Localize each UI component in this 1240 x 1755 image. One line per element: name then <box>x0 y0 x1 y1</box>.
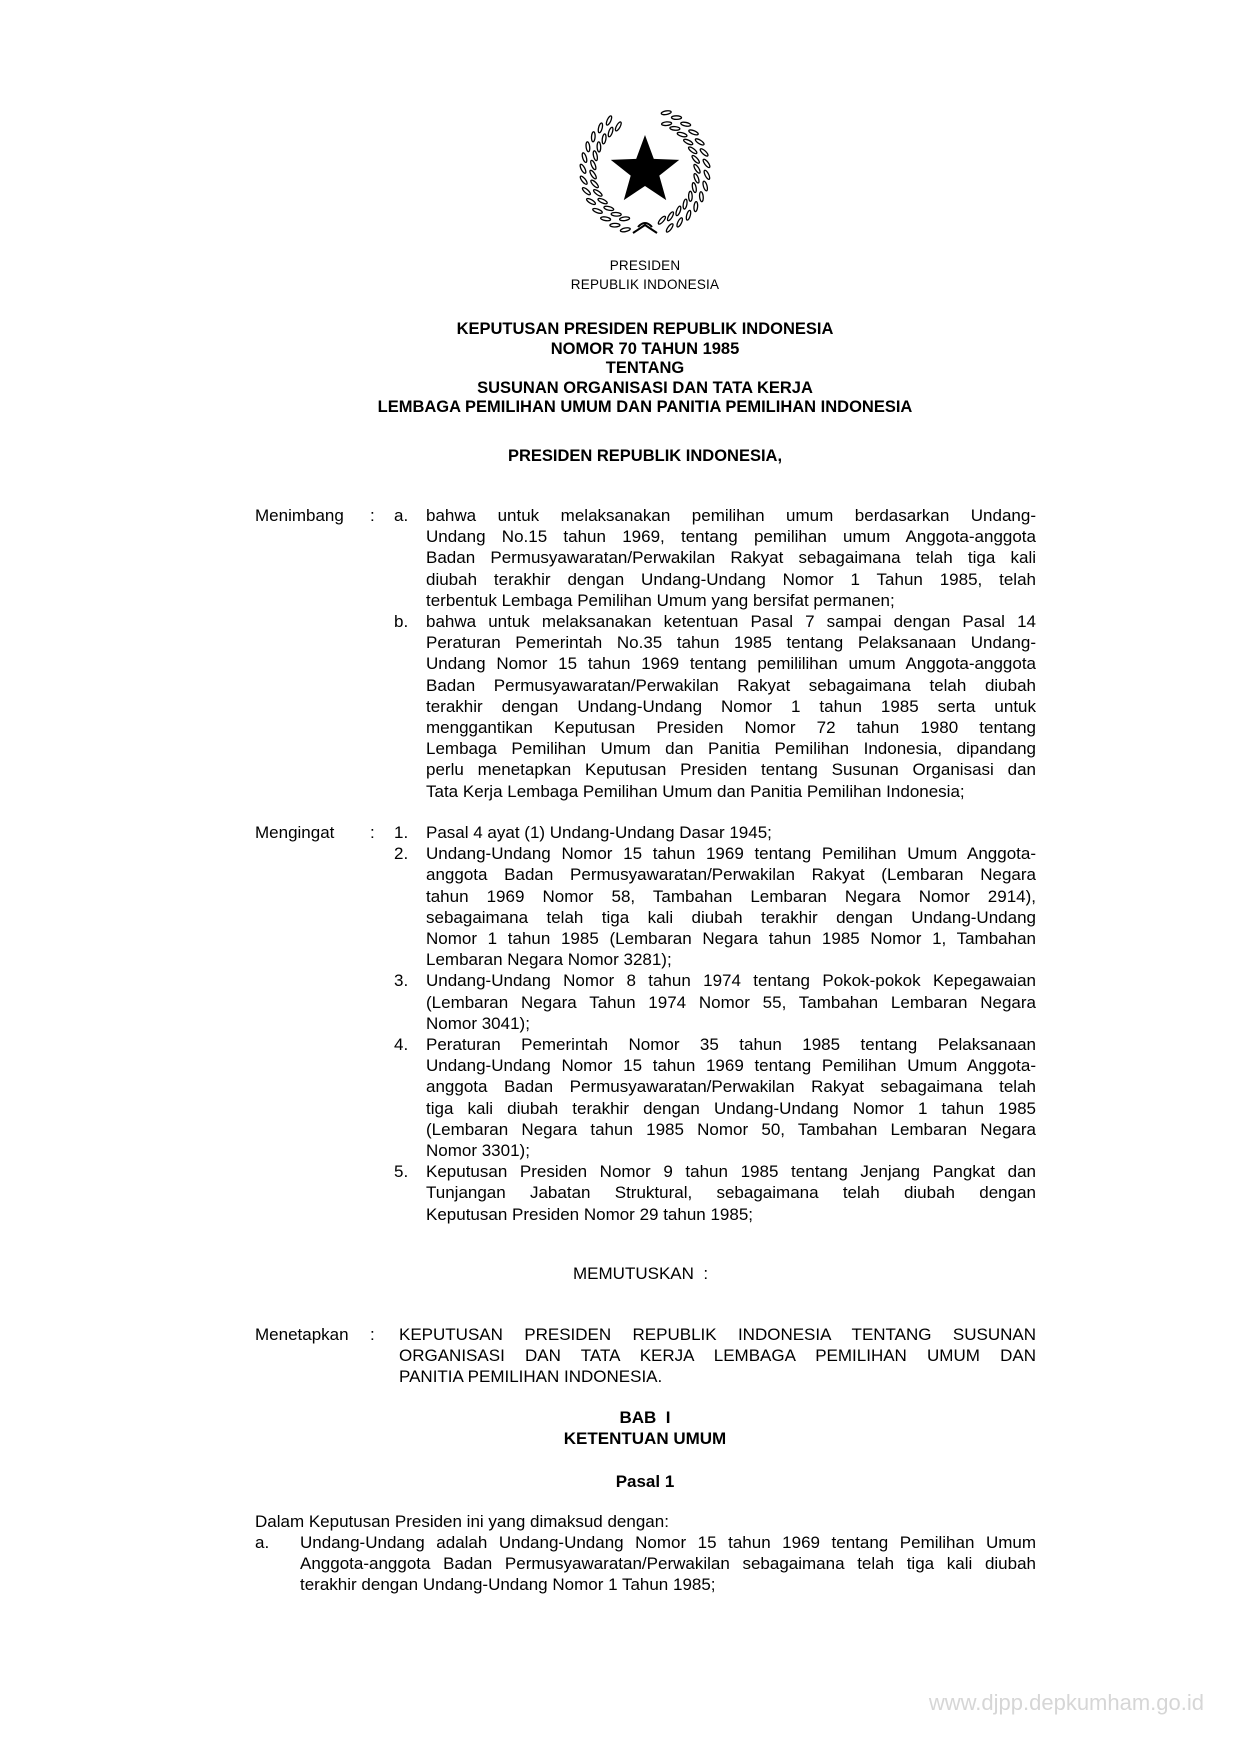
text-line: Peraturan Pemerintah No.35 tahun 1985 tentang Pelaksanaan Undang- <box>426 633 1036 653</box>
wreath-leaf-icon <box>590 160 597 171</box>
wreath-leaf-icon <box>600 216 610 221</box>
list-item-text <box>426 970 1036 1034</box>
wreath-leaf-icon <box>591 132 595 142</box>
wreath-leaf-icon <box>592 207 603 214</box>
text-line: Undang-Undang adalah Undang-Undang Nomor 15 tahun 1969 tentang Pemilihan Umum <box>300 1533 1036 1552</box>
text-line: Keputusan Presiden Nomor 9 tahun 1985 tentang Jenjang Pangkat dan <box>426 1162 1036 1182</box>
text-line: Undang-Undang Nomor 15 tahun 1969 tentang Pemilihan Umum Anggota- <box>426 1056 1036 1076</box>
star-icon <box>611 135 679 200</box>
wreath-leaf-icon <box>661 121 671 126</box>
text-line: Tata Kerja Lembaga Pemilihan Umum dan Panitia Pemilihan Indonesia; <box>426 781 965 801</box>
text-line: (Lembaran Negara Tahun 1974 Nomor 55, Tambahan Lembaran Negara <box>426 992 1036 1012</box>
wreath-leaf-icon <box>589 169 598 179</box>
bab-title: KETENTUAN UMUM <box>563 1429 727 1448</box>
wreath-leaf-icon <box>590 179 600 189</box>
preamble: PRESIDEN REPUBLIK INDONESIA, <box>507 447 783 465</box>
text-line: tahun 1969 Nomor 58, Tambahan Lembaran Negara Nomor 2914), <box>426 886 1036 906</box>
wreath-leaf-icon <box>676 217 684 228</box>
text-line: bahwa untuk melaksanakan pemilihan umum berdasarkan Undang- <box>426 506 1036 525</box>
document-title <box>300 320 990 418</box>
menetapkan-line: PANITIA PEMILIHAN INDONESIA. <box>399 1367 663 1387</box>
title-line: KEPUTUSAN PRESIDEN REPUBLIK INDONESIA <box>456 320 834 338</box>
wreath-leaf-icon <box>579 175 588 185</box>
wreath-leaf-icon <box>579 164 587 175</box>
list-item-text <box>426 611 1036 802</box>
list-marker: b. <box>394 612 409 632</box>
text-line: Undang-Undang Nomor 8 tahun 1974 tentang Pokok-pokok Kepegawaian <box>426 971 1036 991</box>
list-item <box>394 1161 1036 1225</box>
seal-label-presiden: PRESIDEN <box>609 258 681 273</box>
ribbon-icon <box>633 223 657 233</box>
wreath-leaf-icon <box>592 150 598 161</box>
text-line: Undang No.15 tahun 1969, tentang pemilihan umum Anggota-anggota <box>426 527 1036 547</box>
wreath-leaf-icon <box>607 127 614 138</box>
text-line: Lembaran Negara Nomor 3281); <box>426 950 672 970</box>
wreath-leaf-icon <box>586 197 596 205</box>
text-line: Keputusan Presiden Nomor 29 tahun 1985; <box>426 1204 754 1224</box>
bab-number: BAB I <box>619 1408 671 1427</box>
list-item <box>394 843 1036 970</box>
mengingat-colon: : <box>370 823 375 842</box>
wreath-leaf-icon <box>689 191 693 201</box>
menimbang-colon: : <box>370 506 375 525</box>
list-marker: 4. <box>394 1035 409 1055</box>
wreath-leaf-icon <box>692 182 698 193</box>
title-line: NOMOR 70 TAHUN 1985 <box>550 339 740 358</box>
wreath-leaf-icon <box>675 206 682 217</box>
title-line: TENTANG <box>605 359 685 377</box>
wreath-leaf-icon <box>699 148 709 157</box>
text-line: Anggota-anggota Badan Permusyawaratan/Perwakilan sebagaimana telah tiga kali diubah <box>300 1554 1036 1574</box>
list-marker: 3. <box>394 971 409 991</box>
wreath-leaf-icon <box>670 126 680 130</box>
list-marker: 2. <box>394 844 409 864</box>
menetapkan-line: KEPUTUSAN PRESIDEN REPUBLIK INDONESIA TENTANG SUSUNAN <box>399 1325 1036 1344</box>
list-item <box>394 505 1036 611</box>
watermark: www.djpp.depkumham.go.id <box>928 1690 1204 1715</box>
presidential-seal-icon <box>575 105 715 245</box>
wreath-leaf-icon <box>620 227 631 233</box>
text-line: terbentuk Lembaga Pemilihan Umum yang bersifat permanen; <box>426 590 895 610</box>
text-line: perlu menetapkan Keputusan Presiden tentang Susunan Organisasi dan <box>426 760 1036 780</box>
text-line: Peraturan Pemerintah Nomor 35 tahun 1985 tentang Pelaksanaan <box>426 1035 1036 1055</box>
text-line: Tunjangan Jabatan Struktural, sebagaimana telah diubah dengan <box>426 1183 1036 1203</box>
wreath-leaf-icon <box>593 189 603 198</box>
wreath-leaf-icon <box>581 152 587 163</box>
list-marker: a. <box>394 506 409 525</box>
wreath-leaf-icon <box>597 142 601 152</box>
title-line: SUSUNAN ORGANISASI DAN TATA KERJA <box>477 378 813 397</box>
wreath-leaf-icon <box>677 132 688 138</box>
text-line: Undang-Undang Nomor 15 tahun 1969 tentang Pemilihan Umum Anggota- <box>426 844 1036 864</box>
wreath-leaf-icon <box>657 215 666 225</box>
wreath-leaf-icon <box>597 197 608 204</box>
wreath-leaf-icon <box>611 212 621 216</box>
menetapkan-line: ORGANISASI DAN TATA KERJA LEMBAGA PEMILIHAN UMUM DAN <box>399 1346 1036 1366</box>
wreath-leaf-icon <box>682 199 687 209</box>
text-line: terakhir dengan Undang-Undang Nomor 1 Tahun 1985; <box>300 1575 716 1595</box>
text-line: Lembaga Pemilihan Umum dan Panitia Pemilihan Indonesia, dipandang <box>426 739 1036 759</box>
list-marker: 5. <box>394 1162 409 1182</box>
wreath-leaf-icon <box>699 192 704 202</box>
list-item <box>394 611 1036 802</box>
wreath-leaf-icon <box>666 211 674 221</box>
wreath-leaf-icon <box>610 223 620 227</box>
wreath-leaf-icon <box>693 164 701 174</box>
wreath-leaf-icon <box>665 223 674 233</box>
text-line: (Lembaran Negara tahun 1985 Nomor 50, Tambahan Lembaran Negara <box>426 1119 1036 1139</box>
list-item-text <box>426 843 1036 970</box>
list-item <box>255 1532 1036 1596</box>
list-item <box>394 970 1036 1034</box>
wreath-leaf-icon <box>586 142 591 152</box>
pasal-title: Pasal 1 <box>615 1472 675 1491</box>
list-item-text <box>426 1034 1036 1161</box>
text-line: tiga kali diubah terakhir dengan Undang-Undang Nomor 1 tahun 1985 <box>426 1098 1036 1118</box>
list-item-text <box>300 1532 1036 1596</box>
list-item-text <box>426 1161 1036 1225</box>
text-line: Badan Permusyawaratan/Perwakilan Rakyat sebagaimana telah diubah <box>426 675 1036 695</box>
wreath-leaf-icon <box>597 123 603 134</box>
wreath-leaf-icon <box>695 138 705 146</box>
list-item-text <box>426 505 1036 611</box>
list-marker: 1. <box>394 823 409 842</box>
wreath-leaf-icon <box>703 170 711 181</box>
text-line: Undang Nomor 15 tahun 1969 tentang pemililihan umum Anggota-anggota <box>426 654 1036 674</box>
text-line: menggantikan Keputusan Presiden Nomor 72 tahun 1980 tentang <box>426 718 1036 738</box>
wreath-leaf-icon <box>619 216 629 221</box>
list-marker: a. <box>255 1533 270 1552</box>
wreath-leaf-icon <box>693 173 700 184</box>
text-line: terakhir dengan Undang-Undang Nomor 1 tahun 1985 serta untuk <box>426 696 1036 716</box>
menetapkan-colon: : <box>370 1325 375 1344</box>
menetapkan-label: Menetapkan <box>255 1325 349 1344</box>
wreath-leaf-icon <box>605 115 612 126</box>
wreath-leaf-icon <box>688 146 698 155</box>
wreath-leaf-icon <box>688 129 699 136</box>
wreath-leaf-icon <box>691 155 700 165</box>
wreath-leaf-icon <box>702 158 711 168</box>
wreath-leaf-icon <box>602 134 607 144</box>
seal-label-republik: REPUBLIK INDONESIA <box>570 277 720 292</box>
wreath-leaf-icon <box>685 210 691 221</box>
text-line: Nomor 3301); <box>426 1141 530 1161</box>
mengingat-list <box>394 822 1036 1225</box>
list-item <box>394 822 1036 843</box>
text-line: bahwa untuk melaksanakan ketentuan Pasal 7 sampai dengan Pasal 14 <box>426 612 1036 632</box>
wreath-leaf-icon <box>680 121 691 126</box>
text-line: Badan Permusyawaratan/Perwakilan Rakyat sebagaimana telah tiga kali <box>426 548 1036 568</box>
wreath-leaf-icon <box>604 205 615 211</box>
memutuskan-heading: MEMUTUSKAN : <box>573 1264 709 1283</box>
pasal-intro: Dalam Keputusan Presiden ini yang dimaksud dengan: <box>255 1512 669 1531</box>
list-item <box>394 1034 1036 1161</box>
wreath-leaf-icon <box>702 181 708 192</box>
wreath-leaf-icon <box>614 121 622 131</box>
wreath-leaf-icon <box>661 110 671 115</box>
text-line: sebagaimana telah tiga kali diubah terakhir dengan Undang-Undang <box>426 907 1036 927</box>
wreath-leaf-icon <box>694 201 698 211</box>
menimbang-label: Menimbang <box>255 506 344 525</box>
menetapkan-text <box>399 1324 1036 1388</box>
menimbang-list <box>394 505 1036 802</box>
text-line: anggota Badan Permusyawaratan/Perwakilan Rakyat sebagaimana telah <box>426 1077 1036 1097</box>
text-line: anggota Badan Permusyawaratan/Perwakilan Rakyat (Lembaran Negara <box>426 865 1036 885</box>
text-line: diubah terakhir dengan Undang-Undang Nomor 1 Tahun 1985, telah <box>426 569 1036 589</box>
wreath-leaf-icon <box>683 138 694 146</box>
wreath-leaf-icon <box>671 116 681 120</box>
text-line: Pasal 4 ayat (1) Undang-Undang Dasar 1945; <box>426 823 772 842</box>
mengingat-label: Mengingat <box>255 823 335 842</box>
list-item-text <box>426 822 1036 843</box>
pasal-definitions <box>255 1532 1036 1596</box>
title-line: LEMBAGA PEMILIHAN UMUM DAN PANITIA PEMILIHAN INDONESIA <box>377 398 913 416</box>
text-line: Nomor 1 tahun 1985 (Lembaran Negara tahun 1985 Nomor 1, Tambahan <box>426 929 1036 949</box>
wreath-leaf-icon <box>581 187 591 196</box>
text-line: Nomor 3041); <box>426 1013 530 1033</box>
